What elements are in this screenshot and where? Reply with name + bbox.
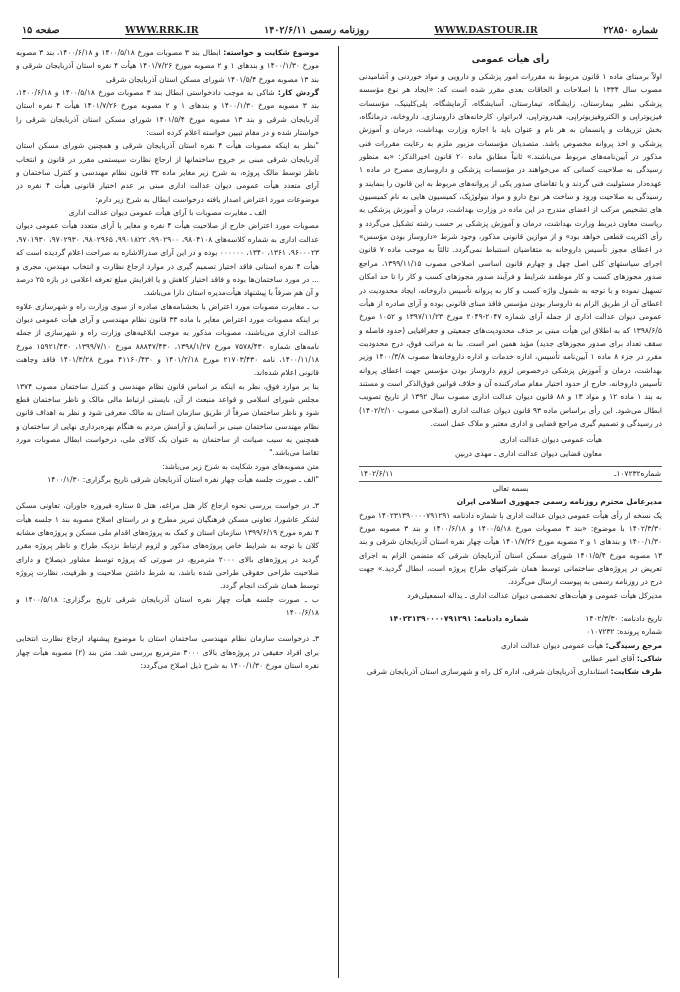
part-a-title: الف ـ مغایرت مصوبات با آرای هیأت عمومی دیوان عدالت اداری	[68, 208, 267, 218]
item-3b: ۳ـ درخواست سازمان نظام مهندسی ساختمان استان با موضوع پیشنهاد ارجاع نظارت انتخابی برای افراد حقیقی در پروژه‌های بالای ۳۰۰۰ مترمربع بررسی شد. متن بند (۲) مصوبه هیأت چهار نفره استان مورخ ۱۴۰۰/۱/۳۰ به شرح ذیل اصلاح می‌گردد:	[16, 634, 319, 671]
verdict-title: رأی هیأت عمومی	[471, 55, 550, 65]
process-text: شاکی به موجب دادخواستی ابطال بند ۳ مصوبات مورخ ۱۴۰۰/۵/۱۸ و ۱۴۰۰/۶/۱۸، بند ۳ مصوبه مورخ ۱۴۰۰/۱/۳۰ و بندهای ۱ و ۲ مصوبه مورخ ۱۴۰۱/۷/۲۶ هیأت ۴ نفره استان آذربایجان شرقی و بند ۱۳ مصوبه مورخ ۱۴۰۱/۵/۴ شورای مسکن استان آذربایجان شرقی را خواستار شده و در مقام تبیین خواسته اعلام کرده است:	[16, 88, 319, 138]
item-be: ب ـ صورت جلسه هیأت چهار نفره استان آذربایجان شرقی تاریخ برگزاری: ۱۴۰۰/۵/۱۸ و ۱۴۰۰/۶/۱۸	[16, 594, 319, 618]
signature-deputy: معاون قضایی دیوان عدالت اداری ـ مهدی دربین	[455, 448, 602, 458]
verdict-body: اولاً برمبنای ماده ۱ قانون مربوط به مقررات امور پزشکی و دارویی و مواد خوردنی و آشامیدنی مصوب سال ۱۳۳۴ با اصلاحات و الحاقات بعدی مقرر شده است که: «ایجاد هر نوع مؤسسه پزشکی نظیر بیمارستان، زایشگاه، تیمارستان، آسایشگاه، آزمایشگاه، پلی‌کلینیک، مؤسسات فیزیوتراپی و الکتروفیزیوتراپی، هیدروتراپی، لابراتوار، کارخانه‌های داروسازی، داروخانه، درمانگاه، بخش تزریقات و پانسمان به هر نام و عنوان باید با اجازه وزارت بهداشت، درمان و آموزش پزشکی و اخذ پروانه مخصوص باشد. متصدیان مؤسسات مزبور ملزم به رعایت مقررات فنی مذکور در آیین‌نامه‌های مربوط می‌باشند.» ثانیاً مطابق ماده ۲۰ قانون اخیرالذکر: «به منظور رسیدگی به صلاحیت کسانی که می‌خواهند در مؤسسات پزشکی و داروسازی مصرح در ماده ۱ عهده‌دار مسئولیت فنی گردند و یا تقاضای صدور یکی از پروانه‌های مربوط به این قانون را بنمایند و رسیدگی به صلاحیت ورود و ساخت هر نوع دارو و مواد بیولوژیک، کمیسیون هایی به نام کمیسیون های تشخیص مرکب از اعضای مندرج در این ماده در وزارت بهداشت، درمان و آموزش پزشکی به ریاست معاون ذیربط وزارت بهداشت، درمان و آموزش پزشکی بر حسب رشته تشکیل می‌گردد و رأی اکثریت قطعی خواهد بود» و از موازین قانونی مذکور، وجود شرط «داروساز بودن مؤسس» در اعطای مجوز تأسیس داروخانه به متقاضیان استنباط نمی‌گردد. ثالثاً به موجب ماده ۷ قانون اجرای سیاستهای کلی اصل چهل و چهارم قانون اساسی اصلاحی مصوب ۱۳۹۹/۱۱/۱۵، مراجع صدور مجوزهای کسب و کار موظفند شرایط و فرآیند صدور مجوزهای کسب و کار را تا حد امکان تسهیل نموده و با توجه به شمول واژه کسب و کار به پروانه تأسیس داروخانه، ایجاد محدودیت در اعطای آن از طریق الزام به داروساز بودن مؤسس فاقد مبنای قانونی بوده و آرای صادره از هیأت عمومی دیوان عدالت اداری از جمله آرای شماره ۲۰۴۷-۲۰۴۹ مورخ ۱۳۹۷/۱۱/۲۳ و ۱۰۵۲ مورخ ۱۳۹۸/۶/۵ که به اطلاق این هیأت مبنی بر حذف محدودیت‌های جمعیتی و جغرافیایی (حدود فاصله و سقف تعداد برای صدور مجوزهای جدید) مؤید همین امر است. بنا به مراتب فوق، درج محدودیت مقرر در جزء ۸ ماده ۱ آیین‌نامه تأسیس، اداره خدمات و اداره داروخانه‌ها مصوب ۱۴۰۰/۳/۸ وزیر بهداشت، درمان و آموزش پزشکی درخصوص لزوم داروساز بودن مؤسس جهت اعطای پروانه تأسیس داروخانه، خارج از حدود اختیار مقام صادرکننده آن و خلاف قوانین فوق‌الذکر است و مستند به بند ۱ ماده ۱۲ و مواد ۱۳ و ۸۸ قانون دیوان عدالت اداری مصوب سال ۱۳۹۲ از تاریخ تصویب ابطال می‌شود. این رأی براساس ماده ۹۳ قانون دیوان عدالت اداری (اصلاحی مصوب ۱۴۰۲/۲/۱۰) در رسیدگی و تصمیم گیری مراجع قضایی و اداری معتبر و ملاک عمل است.	[359, 72, 662, 428]
subject-label: موضوع شکایت و خواسته:	[223, 48, 319, 57]
plaintiff-label: شاکی:	[636, 654, 662, 664]
issue-number: شماره ۲۲۸۵۰	[603, 25, 658, 36]
left-column	[16, 46, 319, 982]
verdict-number: شماره دادنامه: ۱۴۰۲۳۱۳۹۰۰۰۰۷۹۱۲۹۱	[389, 614, 529, 624]
part-a-text: مصوبات مورد اعتراض خارج از صلاحیت هیأت ۴ نفره و مغایر با آرای متعدد هیأت عمومی دیوان عدالت اداری به شماره کلاسه‌های ۹۸۰۴۱۰۸، ۹۹۰۲۹۰۰، ۹۹۰۱۸۲۲، ۹۸۰۲۹۶۵، ۹۷۰۲۹۳۰، ۹۷۰۱۹۳۰، ۹۶۰۰۰۲۳، ۱۳۶۱، ۱۳۴۰، ۰۰۰۰۰۰ بوده و در این آرای صدرالاشاره به صراحت اعلام گردیده است که هیأت ۴ نفره استانی فاقد اختیار تصمیم گیری در موارد ارجاع نظارت و انتخاب مهندس، مجری و ... در مورد ساختمان‌ها بوده و فاقد اختیار کاهش و یا افزایش مبلغ تعرفه اعلامی در بازه ۲۵ درصد و آن هم صرفاً با پیشنهاد هیأت‌مدیره استان دارا می‌باشد.	[16, 221, 319, 298]
reference-date: ۱۴۰۲/۶/۱۱	[360, 468, 394, 478]
cover-letter-body: یک نسخه از رأی هیأت عمومی دیوان عدالت اداری با شماره دادنامه ۱۴۰۲۳۱۳۹۰۰۰۰۷۹۱۲۹۱ مورخ ۱۴۰۲/۳/۳۰ با موضوع: «بند ۳ مصوبات مورخ ۱۴۰۰/۵/۱۸ و ۱۴۰۰/۶/۱۸ و بند ۳ مصوبه مورخ ۱۴۰۰/۱/۳۰ و بندهای ۱ و ۲ مصوبه مورخ ۱۴۰۱/۷/۲۶ هیأت چهار نفره استان آذربایجان شرقی و بند ۱۳ مصوبه مورخ ۱۴۰۱/۵/۴ شورای مسکن استان آذربایجان شرقی که متضمن الزام به اجرای تعریض در پروژه‌های ساختمانی توسط همان شرکتهای طراح پروژه است، ابطال گردید.» جهت درج در روزنامه رسمی به پیوست ارسال می‌گردد.	[359, 510, 662, 587]
subject-text: ابطال بند ۳ مصوبات مورخ ۱۴۰۰/۵/۱۸ و ۱۴۰۰/۶/۱۸، بند ۳ مصوبه مورخ ۱۴۰۰/۱/۳۰ و بندهای ۱ و ۲ مصوبه مورخ ۱۴۰۱/۷/۲۶ هیأت ۴ نفره استان آذربایجان شرقی و بند ۱۳ مصوبه مورخ ۱۴۰۱/۵/۴ شورای مسکن استان آذربایجان شرقی	[16, 48, 319, 84]
bismillah: بسمه تعالی	[492, 483, 529, 493]
case-metadata	[359, 612, 662, 679]
item-alef: "الف ـ صورت جلسه هیأت چهار نفره استان آذربایجان شرقی تاریخ برگزاری: ۱۴۰۰/۱/۳۰	[47, 475, 319, 484]
case-number: شماره پرونده: ۰۱۰۷۲۳۲	[586, 627, 662, 637]
addressee: مدیرعامل محترم روزنامه رسمی جمهوری اسلامی ایران	[456, 497, 662, 507]
page-header	[22, 22, 658, 39]
plaintiff-value: آقای امیر عطایی	[582, 654, 635, 664]
reference-bar	[359, 466, 662, 482]
part-b-text: ب ـ مغایرت مصوبات مورد اعتراض با بخشنامه‌های صادره از سوی وزارت راه و شهرسازی علاوه بر اینکه مصوبات مورد اعتراض مغایر با ماده ۳۳ قانون نظام مهندسی و آرای هیأت عمومی دیوان عدالت اداری می‌باشند، مصوبات مذکور به موجب ابلاغیه‌های وزارت راه و شهرسازی از جمله نامه‌های شماره ۷۵۷۸/۴۳۰ مورخ ۱۳۹۸/۱/۲۷، ۸۸۸۴۷/۴۳۰ مورخ ۱۳۹۹/۷/۱۰، ۱۵۹۲۱/۴۳۰ مورخ ۱۴۰۰/۱۱/۱۸، نامه ۲۱۷۰۳/۴۳۰ مورخ ۱۴۰۱/۲/۱۸ و ۴۱۱۶۰/۴۳۰ مورخ ۱۴۰۱/۳/۲۸ فاقد وجاهت قانونی اعلام شده‌اند.	[16, 301, 319, 378]
process-label: گردش کار:	[277, 88, 319, 98]
right-column	[359, 46, 662, 982]
verdict-date: تاریخ دادنامه: ۱۴۰۲/۳/۳۰	[585, 614, 662, 624]
item-3: ۳ـ در خواست بررسی نحوه ارجاع کار هتل مراغه، هتل ۵ ستاره فیروزه خاوران، تعاونی مسکن لشکر عاشورا، تعاونی مسکن فرهنگیان تبریز مطرح و در راستای اصلاح مصوبه بند ۱ جلسه هیأت ۴ نفره مورخ ۱۳۹۹/۶/۱۹ سازمان استان و کمک به پروژه‌های اقدام ملی مسکن و پروژه‌های مشابه کلان با توجه به شرایط خاص پروژه‌های مذکور و لزوم ارتباط نزدیک طراح و ناظر پروژه مقرر گردید در پروژه‌های بالای ۲۰۰۰ مترمربع، در صورتی که پروژه توسط مشاور ذیصلاح و دارای صلاحیت طراحی حقوقی طراحی شده باشد، به شرط داشتن صلاحیت و ظرفیت، نظارت پروژه توسط همان شرکت انجام گردد.	[16, 501, 319, 591]
defendant-label: طرف شکایت:	[610, 667, 662, 677]
column-divider	[338, 46, 339, 978]
reference-number: شماره۱۰۷۲۳۲ـ	[614, 468, 661, 478]
sender-signature: مدیرکل هیأت عمومی و هیأت‌های تخصصی دیوان عدالت اداری ـ یداله اسمعیلی‌فرد	[407, 590, 662, 600]
part-c-text: بنا بر موارد فوق، نظر به اینکه بر اساس قانون نظام مهندسی و کنترل ساختمان مصوب ۱۳۷۴ مجلس شورای اسلامی و قواعد منبعث از آن، بایستی ارتباط مالی مالک و ناظر ساختمان قطع شود و ناظر ساختمان صرفاً از طریق سازمان استان به مالک معرفی شود و نظر به اهداف قانون نظام مهندسی ساختمان مبنی بر آسایش و آرامش مردم به هنگام بهره‌برداری نهایی از ساختمان و همچنین به سبب صیانت از ساختمان به عنوان یک کالای ملی، درخواست ابطال مصوبات مورد تقاضا می‌باشد."	[16, 381, 319, 458]
page-number: صفحه ۱۵	[22, 25, 60, 36]
signature-board: هیأت عمومی دیوان عدالت اداری	[499, 435, 602, 445]
complaint-quote: "نظر به اینکه مصوبات هیأت ۴ نفره استان آذربایجان شرقی و همچنین شورای مسکن استان آذربایجان شرقی مبنی بر خروج ساختمانها از ارجاع نظارت سیستمی مقرر در قانون و انتخاب ناظر توسط مالک پروژه، به شرح زیر مغایر ماده ۳۳ قانون نظام مهندسی و کنترل ساختمان و آرای متعدد هیأت عمومی دیوان عدالت اداری مبنی بر عدم اختیار قانونی هیأت ۴ نفره در موضوعات مورد اعتراض اصدار یافته درخواست ابطال به شرح زیر دارم:	[16, 141, 319, 204]
site-rrk-link[interactable]: WWW.RRK.IR	[125, 25, 199, 36]
site-dastour-link[interactable]: WWW.DASTOUR.IR	[434, 25, 538, 36]
gazette-date: روزنامه رسمی ۱۴۰۲/۶/۱۱	[264, 25, 369, 36]
text-intro: متن مصوبه‌های مورد شکایت به شرح زیر می‌باشد:	[162, 461, 319, 471]
authority-label: مرجع رسیدگی:	[605, 640, 662, 650]
defendant-value: استانداری آذربایجان شرقی، اداره کل راه و شهرسازی استان آذربایجان شرقی	[366, 667, 609, 677]
authority-value: هیأت عمومی دیوان عدالت اداری	[501, 640, 604, 650]
